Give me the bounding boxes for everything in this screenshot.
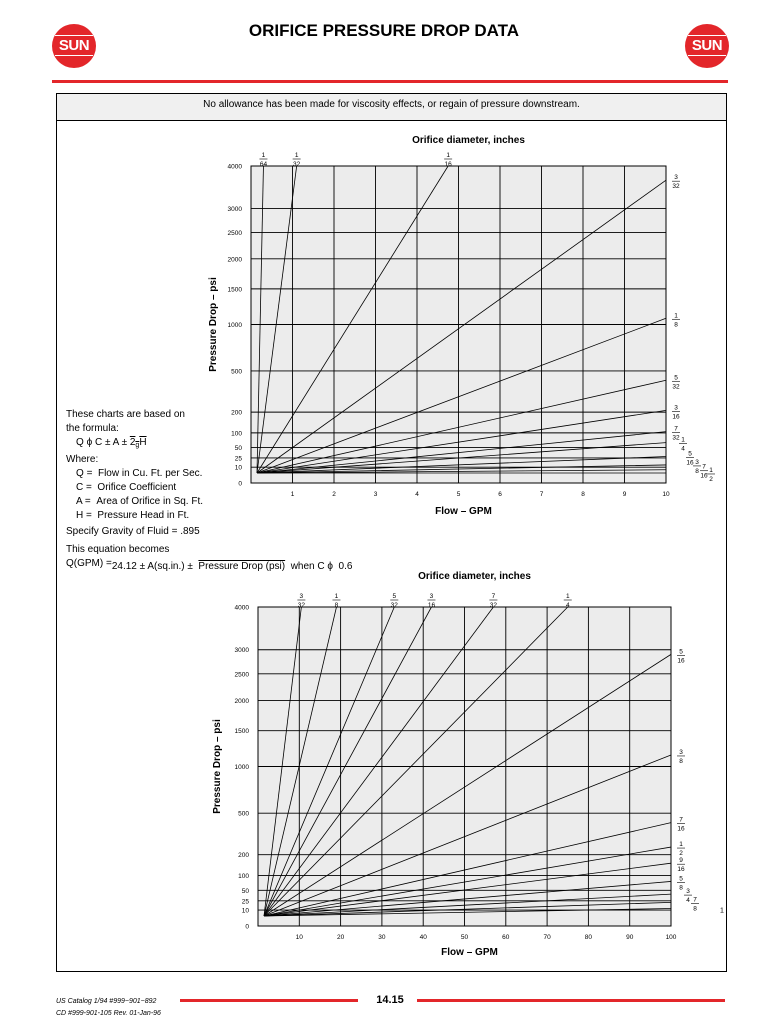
x-tick-label: 60 — [502, 934, 510, 941]
y-tick-label: 500 — [238, 810, 249, 818]
y-tick-label: 200 — [238, 852, 249, 860]
x-tick-label: 20 — [336, 934, 345, 941]
fraction-denominator: 32 — [390, 602, 398, 609]
fraction-numerator: 5 — [679, 875, 683, 883]
y-tick-label: 3000 — [234, 647, 249, 655]
fraction-denominator: 8 — [693, 905, 697, 913]
definition-c: C = Orifice Coefficient — [76, 482, 177, 493]
y-tick-label: 1500 — [227, 286, 242, 294]
fraction-denominator: 32 — [293, 161, 301, 168]
gpm-equation: Q(GPM) =24.12 ± A(sq.in.) ± Pressure Drop (psi) when C ϕ 0.6 — [66, 558, 353, 572]
fraction-denominator: 16 — [677, 866, 685, 874]
series-label-1-16 — [444, 152, 452, 168]
chart-title: Orifice diameter, inches — [412, 135, 525, 146]
y-tick-label: 1000 — [227, 322, 242, 329]
series-label-7-16 — [700, 464, 708, 480]
y-tick-label: 50 — [241, 887, 249, 895]
y-tick-label: 2000 — [227, 256, 242, 264]
page-title: ORIFICE PRESSURE DROP DATA — [248, 21, 520, 40]
y-tick-label: 2500 — [234, 671, 249, 679]
logo-text: SUN — [58, 37, 90, 54]
y-tick-label: 25 — [241, 898, 249, 906]
fraction-numerator: 3 — [299, 593, 304, 600]
series-label-3-4 — [684, 888, 692, 904]
logo-text: SUN — [691, 37, 723, 54]
fraction-numerator: 3 — [674, 174, 678, 182]
fraction-numerator: 5 — [679, 648, 683, 656]
gravity-spec: Specify Gravity of Fluid = .895 — [66, 526, 200, 537]
fraction-numerator: 7 — [491, 593, 496, 600]
fraction-denominator: 32 — [297, 602, 305, 609]
x-tick-label: 5 — [456, 491, 461, 498]
x-axis-label: Flow – GPM — [435, 506, 492, 517]
x-tick-label: 7 — [539, 491, 544, 498]
series-label-9-16 — [677, 857, 685, 873]
fraction-numerator: 5 — [688, 450, 692, 458]
series-label-3-16 — [672, 404, 680, 420]
fraction-numerator: 3 — [429, 593, 434, 600]
x-tick-label: 6 — [498, 491, 502, 498]
fraction-numerator: 5 — [392, 593, 397, 600]
fraction-numerator: 1 — [674, 312, 678, 320]
series-label-1-4 — [679, 437, 687, 453]
fraction-denominator: 32 — [672, 434, 680, 442]
fraction-numerator: 1 — [679, 841, 683, 849]
fraction-numerator: 1 — [709, 466, 713, 474]
fraction-denominator: 2 — [679, 850, 683, 858]
page-number: 14.15 — [376, 994, 404, 1006]
x-tick-label: 1 — [290, 491, 295, 498]
y-tick-label: 0 — [245, 923, 249, 931]
x-tick-label: 9 — [622, 491, 627, 498]
definition-q: Q = Flow in Cu. Ft. per Sec. — [76, 468, 203, 479]
fraction-numerator: 3 — [674, 404, 678, 412]
fraction-denominator: 16 — [677, 825, 685, 833]
formula-where: Where: — [66, 454, 99, 465]
x-tick-label: 70 — [543, 934, 551, 941]
x-tick-label: 10 — [295, 934, 303, 941]
fraction-denominator: 8 — [334, 602, 339, 609]
series-label-3-32 — [297, 593, 305, 609]
y-tick-label: 4000 — [234, 604, 249, 612]
definition-h: H = Pressure Head in Ft. — [76, 510, 190, 521]
x-tick-label: 4 — [415, 491, 419, 498]
x-tick-label: 8 — [581, 491, 585, 498]
series-label-5-16 — [677, 648, 685, 664]
x-tick-label: 30 — [378, 934, 386, 941]
series-label-1 — [720, 908, 724, 915]
series-label-7-16 — [677, 817, 685, 833]
fraction-numerator: 1 — [681, 436, 685, 444]
fraction-denominator: 8 — [679, 757, 683, 765]
y-tick-label: 200 — [231, 409, 242, 417]
fraction-denominator: 4 — [686, 897, 690, 905]
chart-1 — [208, 135, 715, 517]
series-label-1-32 — [293, 152, 301, 168]
formula-equation: Q ϕ $C \pm A \pm 2_gH$ — [76, 437, 147, 449]
fraction-numerator: 1 — [446, 152, 450, 159]
fraction-denominator: 16 — [427, 602, 436, 609]
fraction-numerator: 5 — [674, 374, 678, 382]
fraction-denominator: 16 — [700, 472, 708, 480]
viscosity-note: No allowance has been made for viscosity effects, or regain of pressure downstream. — [57, 94, 726, 121]
series-label-5-16 — [686, 450, 694, 466]
footer-rule-right — [417, 999, 725, 1002]
x-tick-label: 100 — [665, 934, 677, 941]
footer-catalog: US Catalog 1/94 #999−901−892 CD #999-901-105 Rev. 01-Jan-96 — [56, 998, 161, 1017]
footer-rule-left — [180, 999, 358, 1002]
fraction-numerator: 7 — [693, 896, 697, 904]
fraction-denominator: 16 — [444, 161, 452, 168]
equation-becomes: This equation becomes — [66, 544, 170, 555]
series-label-1-2 — [677, 841, 685, 857]
x-tick-label: 10 — [662, 491, 670, 498]
x-tick-label: 3 — [373, 491, 378, 498]
y-tick-label: 3000 — [227, 205, 242, 213]
chart-title: Orifice diameter, inches — [418, 571, 531, 582]
x-tick-label: 50 — [460, 934, 469, 941]
y-tick-label: 4000 — [227, 163, 242, 171]
series-label-7-32 — [672, 426, 680, 442]
fraction-denominator: 16 — [672, 413, 680, 421]
fraction-numerator: 3 — [686, 888, 690, 896]
y-axis-label: Pressure Drop – psi — [208, 277, 219, 372]
y-tick-label: 500 — [231, 368, 242, 376]
chart-2 — [212, 571, 724, 958]
fraction-denominator: 64 — [259, 161, 268, 168]
fraction-denominator: 8 — [695, 467, 699, 475]
y-tick-label: 1500 — [234, 728, 249, 736]
definition-a: A = Area of Orifice in Sq. Ft. — [76, 496, 204, 507]
series-label-5-32 — [672, 374, 680, 390]
series-label-5-32 — [390, 593, 398, 609]
fraction-numerator: 1 — [334, 593, 339, 600]
x-tick-label: 90 — [626, 934, 634, 941]
series-label-1-64 — [259, 152, 267, 168]
y-tick-label: 50 — [234, 445, 242, 453]
fraction-denominator: 32 — [672, 183, 680, 191]
fraction-denominator: 8 — [674, 321, 678, 329]
fraction-denominator: 32 — [672, 383, 680, 391]
fraction-denominator: 8 — [679, 884, 683, 892]
fraction-denominator: 16 — [677, 657, 685, 665]
fraction-numerator: 3 — [679, 748, 683, 756]
fraction-numerator: 7 — [679, 816, 683, 824]
series-label-3-16 — [427, 593, 435, 609]
x-tick-label: 2 — [332, 491, 336, 498]
y-tick-label: 10 — [241, 907, 249, 915]
fraction-numerator: 9 — [679, 857, 683, 865]
formula-intro: These charts are based on the formula: — [66, 409, 185, 434]
y-tick-label: 10 — [234, 464, 242, 472]
fraction-denominator: 4 — [565, 602, 570, 609]
y-axis-label: Pressure Drop – psi — [212, 719, 223, 814]
series-label-3-8 — [677, 749, 685, 765]
series-label-7-8 — [691, 896, 699, 912]
series-label-1-8 — [672, 312, 680, 328]
x-tick-label: 40 — [419, 934, 427, 941]
fraction-denominator: 16 — [686, 459, 694, 467]
fraction-numerator: 7 — [702, 463, 706, 471]
y-tick-label: 1000 — [234, 764, 249, 771]
x-tick-label: 80 — [584, 934, 593, 941]
x-axis-label: Flow – GPM — [441, 947, 498, 958]
fraction-numerator: 1 — [294, 152, 299, 159]
fraction-denominator: 32 — [489, 602, 498, 609]
series-label-1-2 — [707, 467, 715, 483]
y-tick-label: 2000 — [234, 697, 249, 705]
fraction-denominator: 4 — [681, 445, 685, 453]
series-label-7-32 — [489, 593, 497, 609]
y-tick-label: 25 — [234, 455, 242, 463]
fraction-numerator: 7 — [674, 425, 678, 433]
y-tick-label: 2500 — [227, 229, 242, 237]
series-label-3-32 — [672, 174, 680, 190]
series-label-5-8 — [677, 875, 685, 891]
fraction-numerator: 1 — [720, 907, 724, 915]
fraction-numerator: 1 — [565, 593, 570, 600]
fraction-numerator: 1 — [261, 152, 266, 159]
fraction-numerator: 3 — [695, 458, 699, 466]
y-tick-label: 0 — [238, 480, 242, 488]
y-tick-label: 100 — [238, 873, 249, 881]
fraction-denominator: 2 — [709, 475, 713, 483]
y-tick-label: 100 — [231, 430, 242, 438]
